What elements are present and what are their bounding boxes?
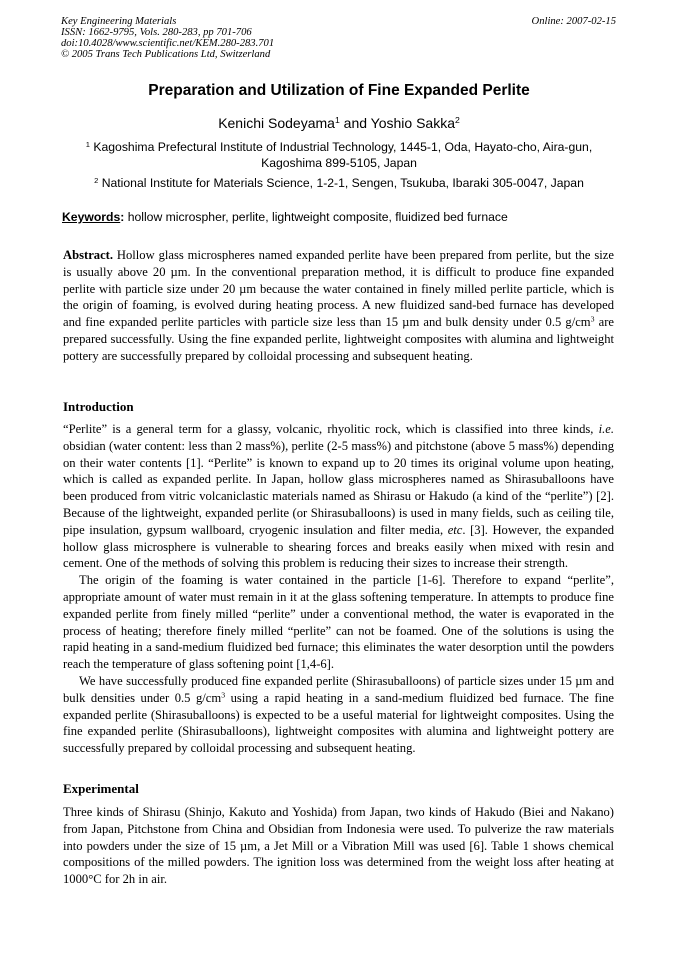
keywords-line <box>62 210 618 224</box>
intro-p3-text-b: using a rapid heating in a sand-medium fluidized bed furnace. The fine expanded perlite (Shirasuballoons) is expected to be a useful material for lightweight composites. Using the fine expanded perlite (Shirasuballoons), lightweight composites with alumina and lightweight pottery are successfully prepared by colloidal processing and subsequent heating. <box>63 690 614 756</box>
keywords-label: Keywords <box>62 210 121 224</box>
intro-p1-ie: i.e. <box>598 422 614 436</box>
experimental-section <box>63 804 614 888</box>
affiliation-1-mark: 1 <box>85 139 90 149</box>
author-2: Yoshio Sakka <box>370 115 455 131</box>
keywords-colon: : <box>120 210 128 224</box>
abstract-superscript: 3 <box>590 314 595 324</box>
abstract-section <box>63 247 614 365</box>
paper-title: Preparation and Utilization of Fine Expanded Perlite <box>148 82 530 99</box>
intro-paragraph-1 <box>63 421 614 572</box>
intro-p1-etc: etc <box>447 522 463 537</box>
intro-p3-superscript: 3 <box>221 690 226 700</box>
abstract-label: Abstract. <box>63 248 114 262</box>
author-conjunction: and <box>339 115 371 131</box>
copyright-line: © 2005 Trans Tech Publications Ltd, Switzerland <box>61 49 271 60</box>
affiliation-1-text: Kagoshima Prefectural Institute of Industrial Technology, 1445-1, Oda, Hayato-cho, Aira-gun, Kagoshima 899-5105, Japan <box>89 140 593 170</box>
intro-paragraph-3 <box>63 673 614 757</box>
author-1-affiliation-mark: 1 <box>334 115 340 126</box>
online-date: Online: 2007-02-15 <box>531 16 616 27</box>
experimental-paragraph-1: Three kinds of Shirasu (Shinjo, Kakuto and Yoshida) from Japan, two kinds of Hakudo (Biei and Nakano) from Japan, Pitchstone from China and Obsidian from Indonesia were used. To pulverize the raw materials into powders under the size of 15 µm, a Jet Mill or a Vibration Mill was used [6]. Table 1 shows chemical compositions of the milled powders. The ignition loss was determined from the weight loss after heating at 1000°C for 2h in air. <box>63 805 614 887</box>
introduction-section <box>63 421 614 757</box>
abstract-text-2: are prepared successfully. Using the fine expanded perlite, lightweight composites with alumina and lightweight pottery are successfully prepared by colloidal processing and subsequent heating. <box>63 315 615 363</box>
introduction-heading: Introduction <box>63 399 134 414</box>
affiliation-1 <box>70 139 608 171</box>
affiliation-2-mark: 2 <box>94 175 99 185</box>
intro-p3-text-a: We have successfully produced fine expanded perlite (Shirasuballoons) of particle sizes under 15 µm and bulk densities under 0.5 g/cm <box>63 673 614 705</box>
experimental-heading: Experimental <box>63 781 139 796</box>
abstract-text-1: Hollow glass microspheres named expanded perlite have been prepared from perlite, but the size is usually above 20 µm. In the conventional preparation method, it is difficult to produce fine expanded perlite with particle size under 20 µm because the water contained in finely milled perlite particle, which is the origin of foaming, is evolved during heating process. A new fluidized sand-bed furnace has developed and fine expanded perlite particles with particle size less than 15 µm and bulk density under 0.5 g/cm <box>63 248 614 330</box>
journal-header <box>61 16 616 60</box>
intro-p1-text-c: . [3]. However, the expanded hollow glass microsphere is vulnerable to shearing forces and breaks easily when mixed with resin and cement. One of the methods of solving this problem is reducing their sizes to increase their strength. <box>63 522 614 571</box>
intro-paragraph-2: The origin of the foaming is water contained in the particle [1-6]. Therefore to expand “perlite”, appropriate amount of water must remain in it at the glass softening temperature. In attempts to produce fine expanded perlite from finely milled “perlite” under a conventional method, the water is evaporated in the process of heating; therefore finely milled “perlite” can not be foamed. One of the solutions is using the rapid heating in a sand-medium fluidized bed furnace; this eliminates the water desorption until the powders reach the temperature of glass softening point [1,4-6]. <box>63 573 614 672</box>
affiliation-2-text: National Institute for Materials Science, 1-2-1, Sengen, Tsukuba, Ibaraki 305-0047, Japan <box>98 176 584 190</box>
issn-line: ISSN: 1662-9795, Vols. 280-283, pp 701-706 <box>61 27 252 38</box>
intro-p1-text-b: obsidian (water content: less than 2 mass%), perlite (2-5 mass%) and pitchstone (above 5 mass%) depending on their water contents [1]. “Perlite” is known to expand up to 20 times its original volume upon heating, which is called as expanded perlite. In Japan, hollow glass microspheres named as Shirasuballoons have been produced from vitric volcaniclastic materials named as Shirasu or Hakudo (a kind of the “perlite”) [2]. Because of the lightweight, expanded perlite (or Shirasuballoons) is used in many fields, such as ceiling tile, pipe insulation, gypsum wallboard, cryogenic insulation and filter media, <box>63 438 614 537</box>
keywords-text: hollow microspher, perlite, lightweight composite, fluidized bed furnace <box>127 210 508 224</box>
affiliation-2 <box>70 175 608 191</box>
doi-line: doi:10.4028/www.scientific.net/KEM.280-283.701 <box>61 38 275 49</box>
abstract-paragraph <box>63 247 614 365</box>
journal-name: Key Engineering Materials <box>61 16 177 27</box>
intro-p1-text-a: “Perlite” is a general term for a glassy, volcanic, rhyolitic rock, which is classified into three kinds, <box>63 422 599 436</box>
author-2-affiliation-mark: 2 <box>454 115 460 126</box>
author-line <box>0 115 678 131</box>
author-1: Kenichi Sodeyama <box>218 115 335 131</box>
